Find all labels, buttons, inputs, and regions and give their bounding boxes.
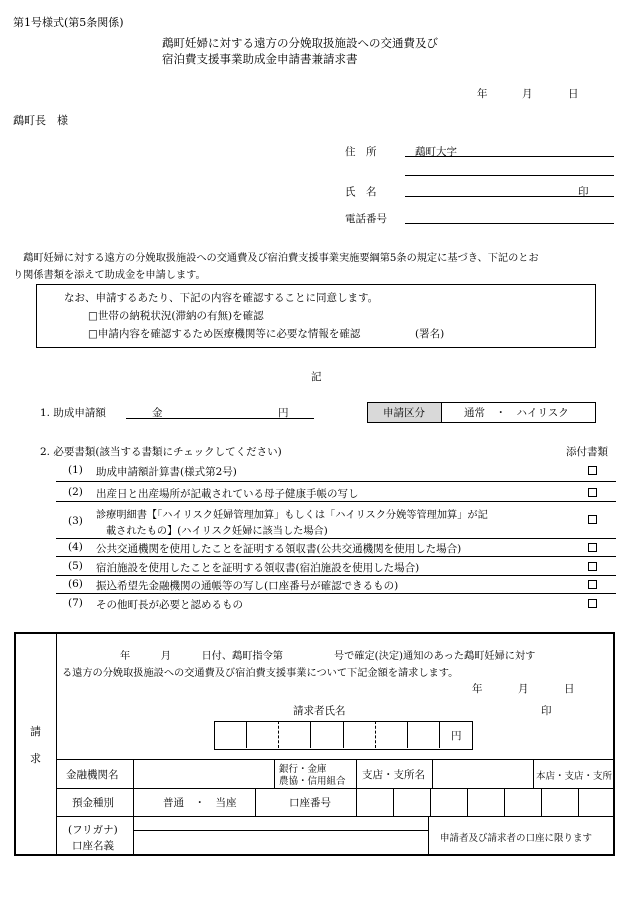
digit-divider xyxy=(375,721,376,748)
doc-number: (6) xyxy=(68,578,83,590)
consent-tax-check[interactable]: □世帯の納税状況(滞納の有無)を確認 xyxy=(88,310,264,322)
bank-name-label: 金融機関名 xyxy=(66,769,119,781)
intro-line-1: 鵡町妊婦に対する遠方の分娩取扱施設への交通費及び宿泊費支援事業実施要綱第5条の規定に基づき、下記のとお xyxy=(13,253,539,264)
doc-divider xyxy=(56,556,616,557)
deposit-type-options[interactable]: 普通 ・ 当座 xyxy=(163,797,237,809)
digit-divider xyxy=(278,721,279,748)
doc-checkbox[interactable] xyxy=(588,562,597,571)
seal-mark: 印 xyxy=(578,186,589,198)
account-holder-label: 口座名義 xyxy=(72,840,114,852)
intro-line-2: り関係書類を添えて助成金を申請します。 xyxy=(13,270,206,281)
claim-statement-line-1: 年 月 日付、鵡町指令第 号で確定(決定)通知のあった鵡町妊婦に対す xyxy=(120,651,536,662)
section1-label: 1. 助成申請額 xyxy=(40,407,106,419)
bank-col-divider xyxy=(255,788,256,816)
phone-label: 電話番号 xyxy=(345,213,387,225)
account-digit-divider xyxy=(541,788,542,816)
title-line-1: 鵡町妊婦に対する遠方の分娩取扱施設への交通費及び xyxy=(162,36,438,50)
category-label: 申請区分 xyxy=(383,407,425,419)
doc-number: (1) xyxy=(68,464,83,476)
account-number-label: 口座番号 xyxy=(289,797,331,809)
doc-text: 助成申請額計算書(様式第2号) xyxy=(96,466,237,478)
doc-text: 診療明細書【「ハイリスク妊婦管理加算」もしくは「ハイリスク分娩等管理加算」が記 xyxy=(96,510,488,521)
consent-signature-label: (署名) xyxy=(415,328,445,340)
doc-text: 出産日と出産場所が記載されている母子健康手帳の写し xyxy=(96,488,359,500)
name-label: 氏 名 xyxy=(345,186,377,198)
digit-divider xyxy=(439,721,440,748)
doc-number: (7) xyxy=(68,597,83,609)
doc-number: (2) xyxy=(68,486,83,498)
branch-label: 支店・支所名 xyxy=(362,769,425,781)
doc-checkbox[interactable] xyxy=(588,543,597,552)
doc-text: 宿泊施設を使用したことを証明する領収書(宿泊施設を使用した場合) xyxy=(96,562,420,574)
title-line-2: 宿泊費支援事業助成金申請書兼請求書 xyxy=(162,52,358,66)
furigana-label: (フリガナ) xyxy=(68,824,118,836)
branch-types: 本店・支店・支所 xyxy=(536,771,613,782)
claim-side-label-1: 請 xyxy=(30,725,41,738)
digit-divider xyxy=(407,721,408,748)
claim-statement-line-2: る遠方の分娩取扱施設への交通費及び宿泊費支援事業について下記金額を請求します。 xyxy=(62,668,459,679)
doc-text: 公共交通機関を使用したことを証明する領収書(公共交通機関を使用した場合) xyxy=(96,543,462,555)
address-field[interactable] xyxy=(405,156,614,157)
furigana-divider xyxy=(133,830,428,831)
bank-table-border xyxy=(56,816,615,817)
doc-divider xyxy=(56,593,616,594)
claim-date-month: 月 xyxy=(518,683,529,695)
doc-number: (3) xyxy=(68,515,83,527)
doc-number: (5) xyxy=(68,560,83,572)
amount-prefix: 金 xyxy=(152,407,163,419)
claim-date-year: 年 xyxy=(472,683,483,695)
doc-divider xyxy=(56,538,616,539)
section2-label: 2. 必要書類(該当する書類にチェックしてください) xyxy=(40,446,282,458)
doc-checkbox[interactable] xyxy=(588,466,597,475)
consent-text: なお、申請するあたり、下記の内容を確認することに同意します。 xyxy=(64,292,379,304)
doc-divider xyxy=(56,481,616,482)
bank-table-border xyxy=(56,759,615,760)
amount-yen: 円 xyxy=(278,407,289,419)
bank-col-divider xyxy=(356,759,357,788)
claim-side-label-2: 求 xyxy=(30,752,41,765)
bank-col-divider xyxy=(274,759,275,788)
address-label: 住 所 xyxy=(345,146,377,158)
doc-divider xyxy=(56,501,616,502)
doc-text-continued: 載されたもの】(ハイリスク妊婦に該当した場合) xyxy=(106,526,328,537)
account-digit-divider xyxy=(430,788,431,816)
address-field-2[interactable] xyxy=(405,175,614,176)
doc-number: (4) xyxy=(68,541,83,553)
phone-field[interactable] xyxy=(405,223,614,224)
digit-divider xyxy=(246,721,247,748)
ki-heading: 記 xyxy=(311,371,322,383)
form-number: 第1号様式(第5条関係) xyxy=(13,16,124,29)
account-digit-divider xyxy=(393,788,394,816)
account-digit-divider xyxy=(467,788,468,816)
digit-divider xyxy=(343,721,344,748)
bank-col-divider xyxy=(133,759,134,856)
claim-side-divider xyxy=(56,632,57,856)
claim-amount-yen: 円 xyxy=(451,730,462,742)
account-digit-divider xyxy=(504,788,505,816)
category-options[interactable]: 通常 ・ ハイリスク xyxy=(464,407,569,419)
bank-col-divider xyxy=(533,759,534,788)
bank-col-divider xyxy=(432,759,433,788)
claimant-name-label: 請求者氏名 xyxy=(293,705,346,717)
doc-checkbox[interactable] xyxy=(588,488,597,497)
doc-checkbox[interactable] xyxy=(588,515,597,524)
amount-field[interactable] xyxy=(126,418,314,419)
consent-medical-check[interactable]: □申請内容を確認するため医療機関等に必要な情報を確認 xyxy=(88,328,361,340)
bank-types-line-1: 銀行・金庫 xyxy=(279,764,327,775)
date-year-label: 年 xyxy=(477,88,488,100)
doc-divider xyxy=(56,575,616,576)
digit-divider xyxy=(310,721,311,748)
bank-col-divider xyxy=(356,788,357,816)
claimant-seal: 印 xyxy=(541,705,552,717)
account-note: 申請者及び請求者の口座に限ります xyxy=(440,833,593,844)
address-prefix: 鵡町大字 xyxy=(415,146,457,158)
doc-text: 振込希望先金融機関の通帳等の写し(口座番号が確認できるもの) xyxy=(96,580,399,592)
bank-table-border xyxy=(56,788,615,789)
doc-text: その他町長が必要と認めるもの xyxy=(96,599,243,611)
bank-types-line-2: 農協・信用組合 xyxy=(279,776,346,787)
doc-checkbox[interactable] xyxy=(588,599,597,608)
attached-docs-label: 添付書類 xyxy=(566,446,608,458)
bank-col-divider xyxy=(428,816,429,856)
claim-date-day: 日 xyxy=(564,683,575,695)
date-month-label: 月 xyxy=(522,88,533,100)
recipient: 鵡町長 様 xyxy=(13,114,68,127)
deposit-type-label: 預金種別 xyxy=(72,797,114,809)
date-day-label: 日 xyxy=(568,88,579,100)
account-digit-divider xyxy=(578,788,579,816)
doc-checkbox[interactable] xyxy=(588,580,597,589)
